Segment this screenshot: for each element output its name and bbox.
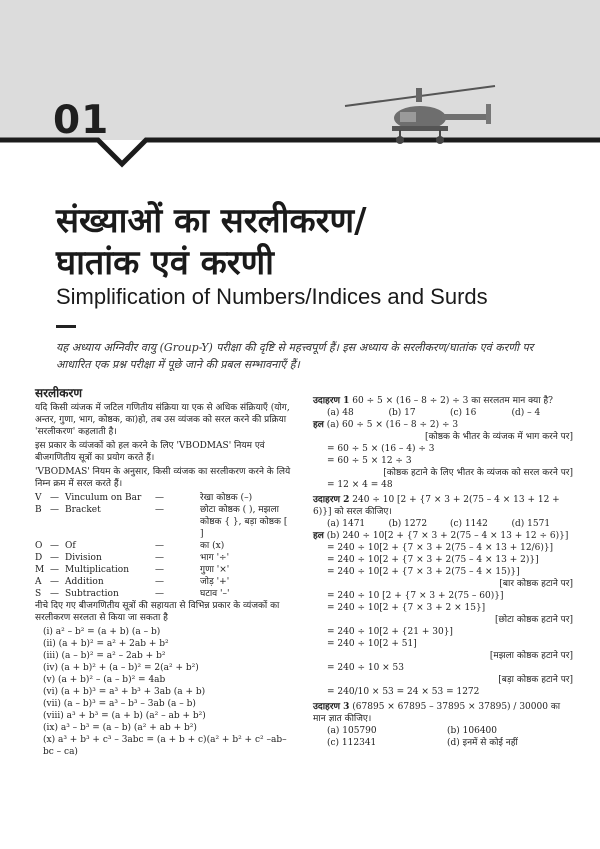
vbodmas-row: S — Subtraction — घटाव '–': [35, 588, 293, 600]
solution-step: = 240 ÷ 10[2 + {7 × 3 + 2 × 15}]: [327, 603, 486, 613]
solution-label: हल: [313, 531, 324, 541]
example-2: [313, 494, 573, 698]
example-label: उदाहरण 1: [313, 396, 350, 406]
vbodmas-order-text: 'VBODMAS' नियम के अनुसार, किसी व्यंजक का सरलीकरण करने के लिये निम्न क्रम में सरल करते हैं।: [35, 467, 291, 489]
right-column: [313, 395, 573, 752]
vbodmas-name: Vinculum on Bar: [65, 493, 142, 503]
vbodmas-name: Addition: [65, 577, 104, 587]
option: (c) 16: [450, 408, 477, 418]
helicopter-image: [340, 80, 500, 170]
formula-item: (ii) (a + b)² = a² + 2ab + b²: [43, 639, 169, 649]
vbodmas-letter: M: [35, 565, 45, 575]
vbodmas-row: A — Addition — जोड़ '+': [35, 576, 293, 588]
chapter-number: 01: [53, 98, 110, 143]
vbodmas-name: Of: [65, 541, 76, 551]
option: (b) 1272: [388, 519, 428, 529]
vbodmas-intro: इस प्रकार के व्यंजकों को हल करने के लिए 'VBODMAS' नियम एवं बीजगणितीय सूत्रों का प्रयोग करते हैं।: [35, 441, 265, 463]
option: (d) 1571: [511, 519, 551, 529]
solution-note: [बड़ा कोष्ठक हटाने पर]: [498, 675, 573, 685]
formula-item: (ix) a³ – b³ = (a – b) (a² + ab + b²): [43, 723, 197, 733]
vbodmas-letter: O: [35, 541, 43, 551]
solution-step: = 60 ÷ 5 × 12 ÷ 3: [327, 456, 412, 466]
vbodmas-row: O — Of — का (x): [35, 540, 293, 552]
vbodmas-meaning: घटाव '–': [200, 589, 230, 599]
vbodmas-meaning: का (x): [200, 541, 225, 551]
vbodmas-name: Subtraction: [65, 589, 119, 599]
solution-note: [कोष्ठक के भीतर के व्यंजक में भाग करने पर]: [424, 432, 573, 442]
option: (b) 106400: [447, 726, 498, 736]
option: (a) 1471: [327, 519, 366, 529]
vbodmas-letter: V: [35, 493, 42, 503]
solution-step: = 12 × 4 = 48: [327, 480, 393, 490]
option: (b) 17: [388, 408, 416, 418]
solution-step: 240 ÷ 10[2 + {7 × 3 + 2(75 – 4 × 13 + 12 ÷ 6)}]: [342, 531, 569, 541]
vbodmas-meaning: भाग '÷': [200, 553, 230, 563]
solution-note: [छोटा कोष्ठक हटाने पर]: [494, 615, 573, 625]
solution-answer: (b): [326, 531, 340, 541]
example-options: [327, 518, 573, 530]
solution-note: [मझला कोष्ठक हटाने पर]: [489, 651, 573, 661]
vbodmas-meaning: रेखा कोष्ठक (–): [200, 493, 253, 503]
chapter-intro: यह अध्याय अग्निवीर वायु (Group-Y) परीक्षा की दृष्टि से महत्त्वपूर्ण हैं। इस अध्याय के सरलीकरण/घातांक एवं करणी पर आधारित एक प्रश्न परीक्षा में पूछे जाने की प्रबल सम्भावनाएँ हैं।: [56, 341, 534, 371]
vbodmas-row: M — Multiplication — गुणा '×': [35, 564, 293, 576]
solution-step: = 240/10 × 53 = 24 × 53 = 1272: [327, 687, 480, 697]
vbodmas-row: V — Vinculum on Bar — रेखा कोष्ठक (–): [35, 492, 293, 504]
formula-item: (viii) a³ + b³ = (a + b) (a² – ab + b²): [43, 711, 206, 721]
vbodmas-letter: S: [35, 589, 42, 599]
vbodmas-name: Multiplication: [65, 565, 130, 575]
title-dash: [56, 325, 76, 328]
example-options: [327, 725, 573, 749]
example-question: (67895 × 67895 – 37895 × 37895) / 30000 का मान ज्ञात कीजिए।: [313, 702, 561, 724]
solution-step: = 240 ÷ 10[2 + 51]: [327, 639, 417, 649]
option: (d) – 4: [511, 408, 541, 418]
formula-item: (i) a² – b² = (a + b) (a – b): [43, 627, 161, 637]
example-label: उदाहरण 3: [313, 702, 350, 712]
option: (d) इनमें से कोई नहीं: [447, 738, 518, 748]
solution-note: [बार कोष्ठक हटाने पर]: [499, 579, 573, 589]
example-3: [313, 701, 573, 749]
formula-list: [35, 626, 293, 758]
vbodmas-name: Bracket: [65, 505, 101, 515]
left-column: [35, 387, 293, 758]
chapter-title-english: Simplification of Numbers/Indices and Surds: [56, 284, 488, 309]
solution-note: [कोष्ठक हटाने के लिए भीतर के व्यंजक को सरल करने पर]: [383, 468, 573, 478]
formula-item: (vi) (a + b)³ = a³ + b³ + 3ab (a + b): [43, 687, 206, 697]
title-line-1: संख्याओं का सरलीकरण/: [56, 201, 367, 241]
solution-label: हल: [313, 420, 324, 430]
solution-step: 60 ÷ 5 × (16 – 8 ÷ 2) ÷ 3: [342, 420, 459, 430]
chapter-divider-line: [0, 120, 600, 190]
vbodmas-meaning: गुणा '×': [200, 565, 230, 575]
vbodmas-name: Division: [65, 553, 102, 563]
definition-paragraph: यदि किसी व्यंजक में जटिल गणितीय संक्रिया या एक से अधिक संक्रियाएँ (योग, अन्तर, गुणा, भाग, कोष्ठक, का)हो, तब उस व्यंजक को सरल करने की प्रक्रिया 'सरलीकरण' कहलाती है।: [35, 403, 290, 437]
vbodmas-letter: D: [35, 553, 43, 563]
section-heading: सरलीकरण: [35, 386, 83, 400]
vbodmas-letter: A: [35, 577, 42, 587]
solution-answer: (a): [326, 420, 340, 430]
vbodmas-meaning: छोटा कोष्ठक ( ), मझला कोष्ठक { }, बड़ा कोष्ठक [ ]: [200, 505, 288, 539]
solution-step: = 60 ÷ 5 × (16 – 4) ÷ 3: [327, 444, 435, 454]
solution-step: = 240 ÷ 10 × 53: [327, 663, 405, 673]
formula-item: (iii) (a – b)² = a² – 2ab + b²: [43, 651, 166, 661]
formula-item: (x) a³ + b³ + c³ – 3abc = (a + b + c)(a² + b² + c² –ab– bc – ca): [43, 735, 287, 757]
vbodmas-row: B — Bracket — छोटा कोष्ठक ( ), मझला कोष्ठक { }, बड़ा कोष्ठक [ ]: [35, 504, 293, 540]
example-options: [327, 407, 573, 419]
formulas-intro: नीचे दिए गए बीजगणितीय सूत्रों की सहायता से विभिन्न प्रकार के व्यंजकों का सरलीकरण सरलता से किया जा सकता है: [35, 601, 280, 623]
vbodmas-letter: B: [35, 505, 42, 515]
option: (a) 105790: [327, 726, 377, 736]
option: (a) 48: [327, 408, 354, 418]
solution-step: = 240 ÷ 10 [2 + {7 × 3 + 2(75 – 60)}]: [327, 591, 504, 601]
vbodmas-table: [35, 492, 293, 600]
option: (c) 112341: [327, 738, 377, 748]
option: (c) 1142: [450, 519, 488, 529]
chapter-title-hindi: [56, 200, 576, 284]
example-question: 240 ÷ 10 [2 + {7 × 3 + 2(75 – 4 × 13 + 12 + 6)}] को सरल कीजिए।: [313, 495, 560, 517]
formula-item: (vii) (a – b)³ = a³ – b³ – 3ab (a – b): [43, 699, 196, 709]
vbodmas-meaning: जोड़ '+': [200, 577, 230, 587]
vbodmas-row: D — Division — भाग '÷': [35, 552, 293, 564]
example-question: 60 ÷ 5 × (16 – 8 ÷ 2) ÷ 3 का सरलतम मान क्या है?: [352, 396, 553, 406]
solution-step: = 240 ÷ 10[2 + {7 × 3 + 2(75 – 4 × 15)}]: [327, 567, 520, 577]
formula-item: (v) (a + b)² – (a – b)² = 4ab: [43, 675, 166, 685]
solution-step: = 240 ÷ 10[2 + {21 + 30}]: [327, 627, 453, 637]
example-label: उदाहरण 2: [313, 495, 350, 505]
solution-step: = 240 ÷ 10[2 + {7 × 3 + 2(75 – 4 × 13 + 12/6)}]: [327, 543, 554, 553]
formula-item: (iv) (a + b)² + (a – b)² = 2(a² + b²): [43, 663, 199, 673]
solution-step: = 240 ÷ 10[2 + {7 × 3 + 2(75 – 4 × 13 + 2)}]: [327, 555, 539, 565]
example-1: [313, 395, 573, 491]
title-line-2: घातांक एवं करणी: [56, 243, 274, 283]
